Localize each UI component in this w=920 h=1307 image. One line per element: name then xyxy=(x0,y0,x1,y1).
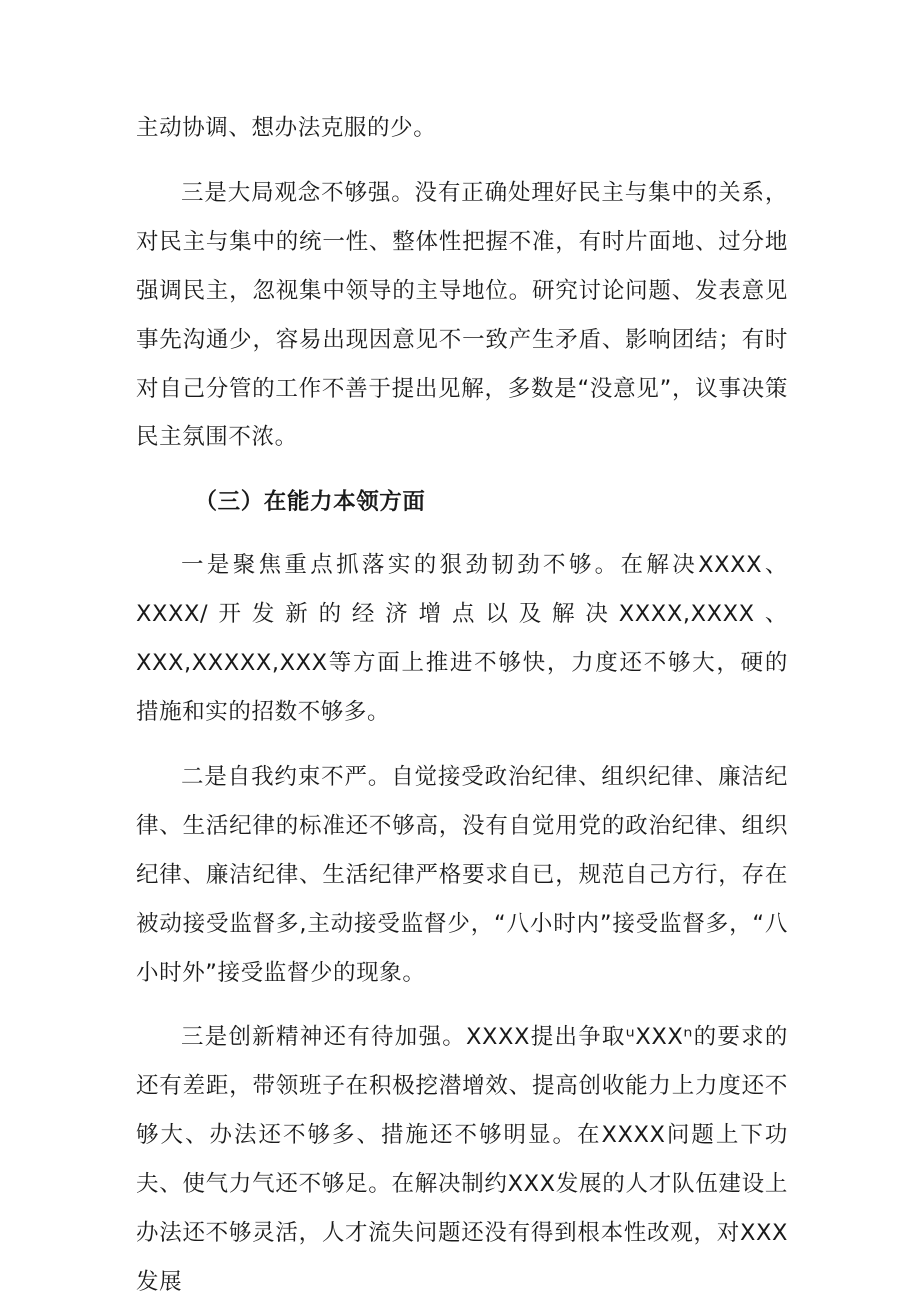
paragraph-big-picture: 三是大局观念不够强。没有正确处理好民主与集中的关系，对民主与集中的统一性、整体性把握不准，有时片面地、过分地强调民主，忽视集中领导的主导地位。研究讨论问题、发表意见事先沟通少，容易出现因意见不一致产生矛盾、影响团结；有时对自己分管的工作不善于提出见解，多数是“没意见”，议事决策民主氛围不浓。 xyxy=(136,179,788,451)
paragraph-continuation: 主动协调、想办法克服的少。 xyxy=(136,115,437,141)
document-body xyxy=(136,104,788,1307)
paragraph-innovation: 三是创新精神还有待加强。XXXX提出争取ᵘXXXⁿ的要求的还有差距，带领班子在积极挖潜增效、提高创收能力上力度还不够大、办法还不够多、措施还不够明显。在XXXX问题上下功夫、使气力气还不够足。在解决制约XXX发展的人才队伍建设上办法还不够灵活，人才流失问题还没有得到根本性改观，对XXX发展 xyxy=(136,1024,788,1295)
paragraph-self-discipline: 二是自我约束不严。自觉接受政治纪律、组织纪律、廉洁纪律、生活纪律的标准还不够高，没有自觉用党的政治纪律、组织纪律、廉洁纪律、生活纪律严格要求自已，规范自己方行，存在被动接受监督多,主动接受监督少，“八小时内”接受监督多，“八小时外”接受监督少的现象。 xyxy=(136,763,788,986)
paragraph-implementation: 一是聚焦重点抓落实的狠劲韧劲不够。在解决XXXX、XXXX/开发新的经济增点以及解决XXXX,XXXX、XXX,XXXXX,XXX等方面上推进不够快，力度还不够大，硬的措施和实的招数不够多。 xyxy=(136,552,788,725)
section-heading-ability: （三）在能力本领方面 xyxy=(194,489,426,516)
